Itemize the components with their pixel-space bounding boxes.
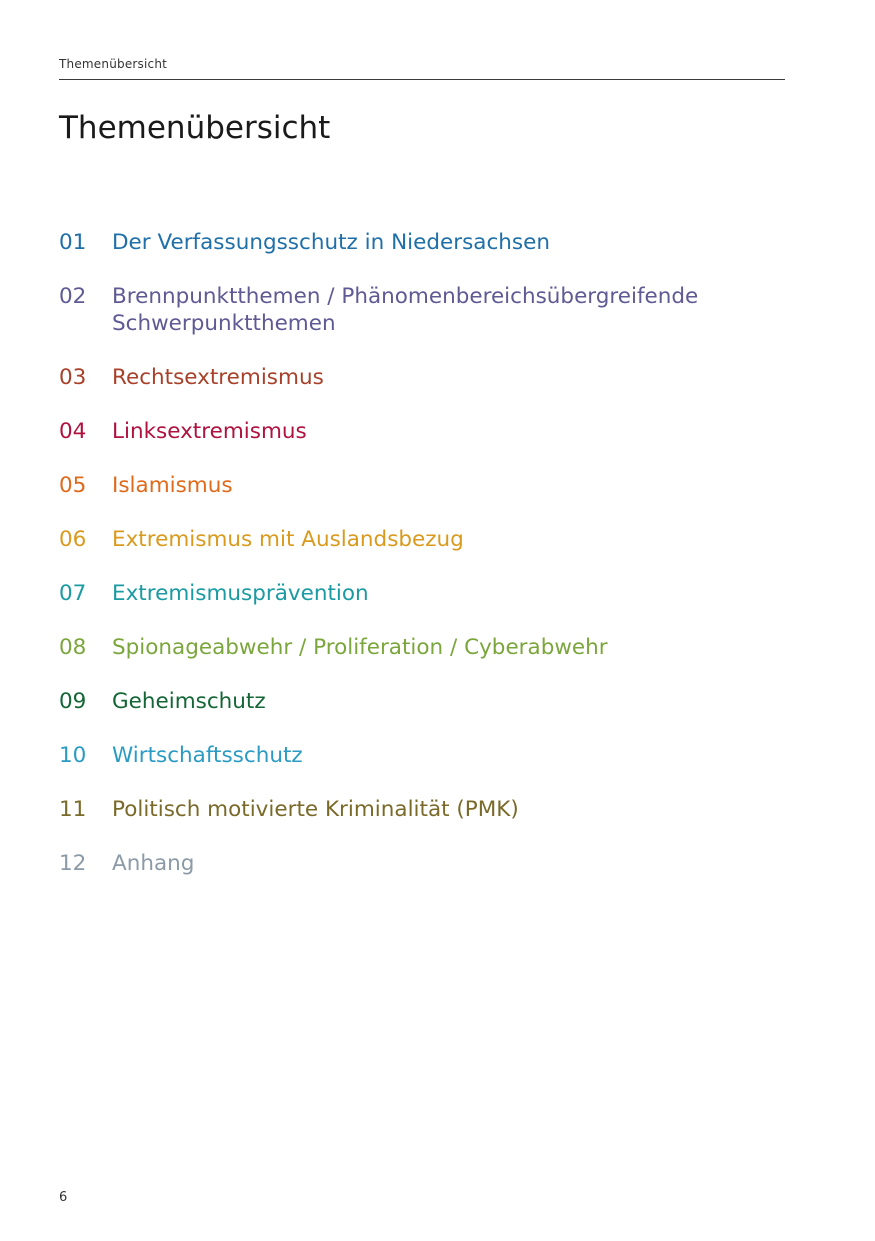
toc-number: 05 [59,473,87,498]
toc-number: 07 [59,581,87,606]
toc-item-05[interactable] [59,472,779,499]
toc-label: Linksextremismus [112,419,307,444]
toc-label: Extremismusprävention [112,581,369,606]
toc-label: Politisch motivierte Kriminalität (PMK) [112,797,519,822]
toc-label: Spionageabwehr / Proliferation / Cyberabwehr [112,635,608,660]
toc-label: Geheimschutz [112,689,266,714]
toc-item-11[interactable] [59,796,779,823]
toc-number: 08 [59,635,87,660]
toc-item-01[interactable] [59,229,779,256]
page-title: Themenübersicht [59,110,331,146]
toc-number: 02 [59,284,87,309]
toc-item-12[interactable] [59,850,779,877]
toc-label: Islamismus [112,473,233,498]
toc-item-08[interactable] [59,634,779,661]
header-divider [59,79,785,80]
toc-label: Der Verfassungsschutz in Niedersachsen [112,230,550,255]
toc-number: 01 [59,230,87,255]
toc-number: 03 [59,365,87,390]
toc-item-07[interactable] [59,580,779,607]
toc-label: Rechtsextremismus [112,365,324,390]
toc-number: 12 [59,851,87,876]
toc-item-03[interactable] [59,364,779,391]
toc-number: 06 [59,527,87,552]
page-number: 6 [59,1190,68,1205]
toc-label: Brennpunktthemen / Phänomenbereichsübergreifende Schwerpunktthemen [112,284,699,336]
toc-number: 11 [59,797,87,822]
toc-item-02[interactable] [59,283,779,337]
table-of-contents [59,229,779,904]
toc-item-10[interactable] [59,742,779,769]
toc-number: 04 [59,419,87,444]
toc-number: 09 [59,689,87,714]
toc-label: Anhang [112,851,195,876]
toc-label: Extremismus mit Auslandsbezug [112,527,464,552]
toc-item-04[interactable] [59,418,779,445]
toc-item-09[interactable] [59,688,779,715]
toc-item-06[interactable] [59,526,779,553]
running-header: Themenübersicht [59,57,168,71]
toc-number: 10 [59,743,87,768]
toc-label: Wirtschaftsschutz [112,743,303,768]
